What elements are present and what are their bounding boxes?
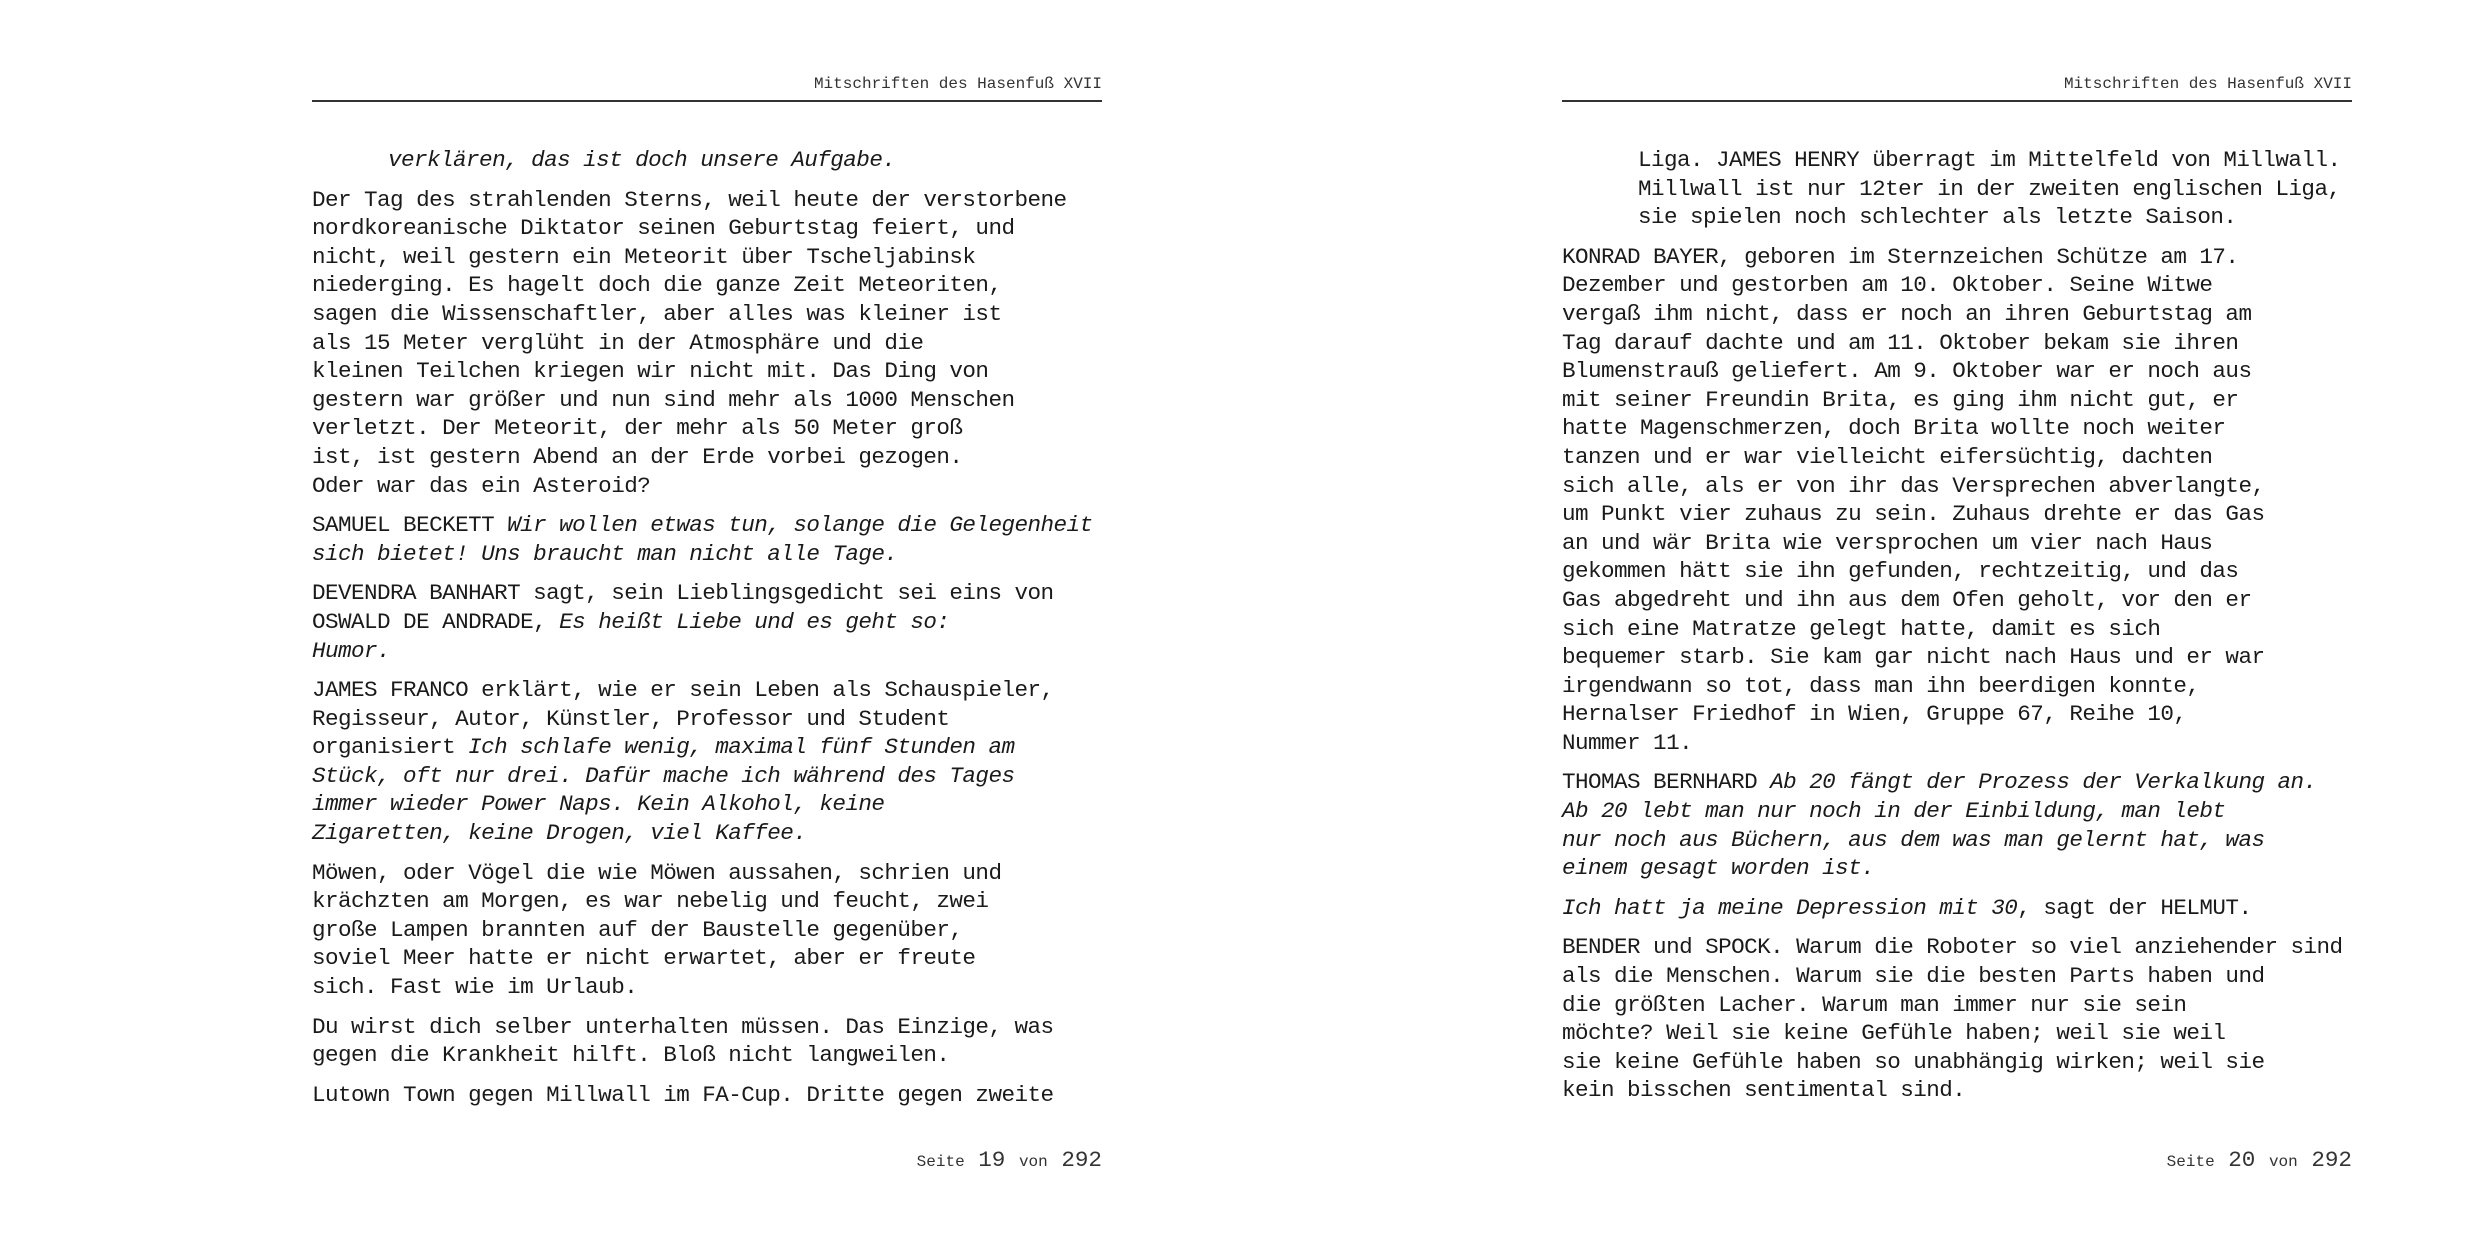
text-line: [1562, 729, 2352, 758]
text-segment: Du wirst dich selber unterhalten müssen. Das Einzige, was: [312, 1013, 1054, 1040]
text-line: [312, 790, 1102, 819]
text-line: [312, 186, 1102, 215]
text-line: [1562, 529, 2352, 558]
text-line: [312, 511, 1102, 540]
text-segment: sich. Fast wie im Urlaub.: [312, 974, 638, 1001]
text-line: [312, 944, 1102, 973]
text-segment: kein bisschen sentimental sind.: [1562, 1077, 1966, 1104]
text-segment: OSWALD DE ANDRADE,: [312, 608, 560, 635]
text-line: [312, 819, 1102, 848]
text-segment: Der Tag des strahlenden Sterns, weil heute der verstorbene: [312, 186, 1067, 213]
text-segment: kleinen Teilchen kriegen wir nicht mit. Das Ding von: [312, 358, 989, 385]
text-line: [1562, 962, 2352, 991]
page-total: 292: [1061, 1147, 1102, 1173]
italic-text: Wir wollen etwas tun, solange die Gelegenheit: [507, 512, 1093, 539]
text-line: [1562, 500, 2352, 529]
text-segment: verletzt. Der Meteorit, der mehr als 50 Meter groß: [312, 415, 963, 442]
text-segment: SAMUEL BECKETT: [312, 512, 508, 539]
paragraph: [1562, 768, 2352, 882]
text-line: [312, 443, 1102, 472]
paragraph: [312, 859, 1102, 1002]
text-line: [1562, 300, 2352, 329]
text-line: [312, 705, 1102, 734]
paragraph: [1562, 894, 2352, 923]
text-segment: Nummer 11.: [1562, 729, 1693, 756]
text-segment: möchte? Weil sie keine Gefühle haben; weil sie weil: [1562, 1020, 2226, 1047]
text-segment: JAMES FRANCO erklärt, wie er sein Leben als Schauspieler,: [312, 677, 1054, 704]
text-segment: Blumenstrauß geliefert. Am 9. Oktober war er noch aus: [1562, 358, 2252, 385]
page-header: Mitschriften des Hasenfuß XVII: [312, 74, 1102, 102]
italic-text: einem gesagt worden ist.: [1562, 855, 1875, 882]
text-segment: als die Menschen. Warum sie die besten Parts haben und: [1562, 963, 2265, 990]
text-line: [312, 414, 1102, 443]
text-segment: Möwen, oder Vögel die wie Möwen aussahen, schrien und: [312, 859, 1002, 886]
italic-text: Es heißt Liebe und es geht so:: [559, 608, 950, 635]
text-segment: Hernalser Friedhof in Wien, Gruppe 67, Reihe 10,: [1562, 701, 2187, 728]
paragraph: [312, 511, 1102, 568]
text-segment: Regisseur, Autor, Künstler, Professor und Student: [312, 705, 950, 732]
text-segment: die größten Lacher. Warum man immer nur sie sein: [1562, 991, 2187, 1018]
footer-prefix: Seite: [2166, 1153, 2215, 1171]
italic-text: Ich hatt ja meine Depression mit 30: [1562, 894, 2018, 921]
text-line: [1562, 329, 2352, 358]
text-segment: hatte Magenschmerzen, doch Brita wollte noch weiter: [1562, 415, 2226, 442]
text-line: [312, 386, 1102, 415]
italic-text: Humor.: [312, 637, 391, 664]
text-line: [312, 1013, 1102, 1042]
italic-text: sich bietet! Uns braucht man nicht alle Tage.: [312, 540, 898, 567]
text-line: [1562, 1076, 2352, 1105]
footer-mid: von: [2268, 1153, 2298, 1171]
text-segment: irgendwann so tot, dass man ihn beerdigen konnte,: [1562, 672, 2200, 699]
text-segment: mit seiner Freundin Brita, es ging ihm nicht gut, er: [1562, 386, 2239, 413]
left-page: [312, 0, 1102, 1240]
text-line: [312, 472, 1102, 501]
text-line: [388, 146, 1102, 175]
text-line: [312, 1081, 1102, 1110]
page-total: 292: [2311, 1147, 2352, 1173]
text-segment: soviel Meer hatte er nicht erwartet, aber er freute: [312, 945, 976, 972]
italic-text: Ab 20 lebt man nur noch in der Einbildung, man lebt: [1562, 798, 2226, 825]
text-line: [1562, 386, 2352, 415]
paragraph: [312, 1013, 1102, 1070]
text-line: [1562, 768, 2352, 797]
text-segment: nordkoreanische Diktator seinen Geburtstag feiert, und: [312, 215, 1015, 242]
text-line: [1562, 1019, 2352, 1048]
text-line: [1562, 826, 2352, 855]
paragraph: [312, 186, 1102, 501]
paragraph: [1562, 933, 2352, 1105]
text-line: [1562, 700, 2352, 729]
text-segment: an und wär Brita wie versprochen um vier nach Haus: [1562, 529, 2213, 556]
text-segment: Gas abgedreht und ihn aus dem Ofen geholt, vor den er: [1562, 586, 2252, 613]
text-line: [1562, 797, 2352, 826]
text-segment: vergaß ihm nicht, dass er noch an ihren Geburtstag am: [1562, 300, 2252, 327]
text-line: [312, 243, 1102, 272]
italic-text: Stück, oft nur drei. Dafür mache ich während des Tages: [312, 762, 1015, 789]
text-segment: sich alle, als er von ihr das Versprechen abverlangte,: [1562, 472, 2265, 499]
text-segment: nicht, weil gestern ein Meteorit über Tscheljabinsk: [312, 243, 976, 270]
text-segment: , sagt der HELMUT.: [2017, 894, 2252, 921]
paragraph: [312, 146, 1102, 175]
text-segment: niederging. Es hagelt doch die ganze Zeit Meteoriten,: [312, 272, 1002, 299]
italic-text: immer wieder Power Naps. Kein Alkohol, keine: [312, 791, 885, 818]
page-body: [312, 146, 1102, 1120]
text-segment: Lutown Town gegen Millwall im FA-Cup. Dritte gegen zweite: [312, 1081, 1054, 1108]
right-page: [1562, 0, 2352, 1240]
text-segment: KONRAD BAYER, geboren im Sternzeichen Schütze am 17.: [1562, 243, 2239, 270]
page-footer: [917, 1146, 1102, 1176]
text-line: [1562, 1048, 2352, 1077]
text-segment: gekommen hätt sie ihn gefunden, rechtzeitig, und das: [1562, 558, 2239, 585]
text-segment: organisiert: [312, 734, 469, 761]
text-segment: Liga. JAMES HENRY überragt im Mittelfeld von Millwall.: [1638, 147, 2341, 173]
text-line: [1562, 271, 2352, 300]
text-segment: sie keine Gefühle haben so unabhängig wirken; weil sie: [1562, 1048, 2265, 1075]
text-line: [312, 762, 1102, 791]
italic-text: nur noch aus Büchern, aus dem was man gelernt hat, was: [1562, 826, 2265, 853]
paragraph: [1562, 146, 2352, 232]
text-line: [1562, 243, 2352, 272]
paragraph: [312, 676, 1102, 848]
text-line: [1562, 557, 2352, 586]
text-line: [312, 214, 1102, 243]
text-segment: Tag darauf dachte und am 11. Oktober bekam sie ihren: [1562, 329, 2239, 356]
text-segment: bequemer starb. Sie kam gar nicht nach Haus und er war: [1562, 644, 2265, 671]
text-segment: krächzten am Morgen, es war nebelig und feucht, zwei: [312, 888, 989, 915]
italic-text: Zigaretten, keine Drogen, viel Kaffee.: [312, 820, 807, 847]
paragraph: [312, 1081, 1102, 1110]
text-segment: Oder war das ein Asteroid?: [312, 472, 651, 499]
paragraph: [1562, 243, 2352, 758]
text-segment: Millwall ist nur 12ter in der zweiten englischen Liga,: [1638, 175, 2341, 202]
text-segment: sagen die Wissenschaftler, aber alles was kleiner ist: [312, 300, 1002, 327]
text-segment: gestern war größer und nun sind mehr als 1000 Menschen: [312, 386, 1015, 413]
page-number: 20: [2228, 1147, 2256, 1173]
text-line: [312, 859, 1102, 888]
text-line: [312, 676, 1102, 705]
text-line: [1562, 443, 2352, 472]
footer-mid: von: [1018, 1153, 1048, 1171]
text-segment: gegen die Krankheit hilft. Bloß nicht langweilen.: [312, 1042, 950, 1069]
text-segment: DEVENDRA BANHART sagt, sein Lieblingsgedicht sei eins von: [312, 580, 1054, 607]
text-segment: Dezember und gestorben am 10. Oktober. Seine Witwe: [1562, 272, 2213, 299]
italic-text: verklären, das ist doch unsere Aufgabe.: [388, 147, 896, 173]
italic-text: Ich schlafe wenig, maximal fünf Stunden am: [468, 734, 1015, 761]
text-line: [1562, 854, 2352, 883]
text-line: [312, 637, 1102, 666]
text-segment: sich eine Matratze gelegt hatte, damit es sich: [1562, 615, 2161, 642]
text-line: [312, 608, 1102, 637]
text-line: [1562, 894, 2352, 923]
text-segment: große Lampen brannten auf der Baustelle gegenüber,: [312, 916, 963, 943]
text-line: [1638, 175, 2352, 204]
text-line: [1638, 203, 2352, 232]
text-line: [312, 733, 1102, 762]
footer-prefix: Seite: [916, 1153, 965, 1171]
text-segment: tanzen und er war vielleicht eifersüchtig, dachten: [1562, 443, 2213, 470]
page-body: [1562, 146, 2352, 1116]
text-segment: THOMAS BERNHARD: [1562, 769, 1771, 796]
text-line: [312, 329, 1102, 358]
text-segment: sie spielen noch schlechter als letzte Saison.: [1638, 204, 2237, 231]
text-line: [1562, 672, 2352, 701]
text-line: [312, 887, 1102, 916]
text-segment: ist, ist gestern Abend an der Erde vorbei gezogen.: [312, 443, 963, 470]
text-line: [1562, 991, 2352, 1020]
text-line: [312, 357, 1102, 386]
text-line: [312, 1041, 1102, 1070]
text-line: [1562, 586, 2352, 615]
text-line: [312, 916, 1102, 945]
text-line: [1562, 643, 2352, 672]
text-line: [312, 300, 1102, 329]
italic-text: Ab 20 fängt der Prozess der Verkalkung an.: [1770, 769, 2317, 796]
page-number: 19: [978, 1147, 1006, 1173]
text-line: [312, 271, 1102, 300]
text-line: [1562, 357, 2352, 386]
text-segment: BENDER und SPOCK. Warum die Roboter so viel anziehender sind: [1562, 934, 2343, 961]
paragraph: [312, 579, 1102, 665]
text-segment: als 15 Meter verglüht in der Atmosphäre und die: [312, 329, 924, 356]
text-line: [1562, 615, 2352, 644]
text-line: [312, 973, 1102, 1002]
text-segment: um Punkt vier zuhaus zu sein. Zuhaus drehte er das Gas: [1562, 501, 2265, 528]
page-footer: [2167, 1146, 2352, 1176]
text-line: [1562, 414, 2352, 443]
text-line: [1562, 472, 2352, 501]
text-line: [312, 579, 1102, 608]
page-header: Mitschriften des Hasenfuß XVII: [1562, 74, 2352, 102]
text-line: [1562, 933, 2352, 962]
text-line: [312, 540, 1102, 569]
text-line: [1638, 146, 2352, 175]
